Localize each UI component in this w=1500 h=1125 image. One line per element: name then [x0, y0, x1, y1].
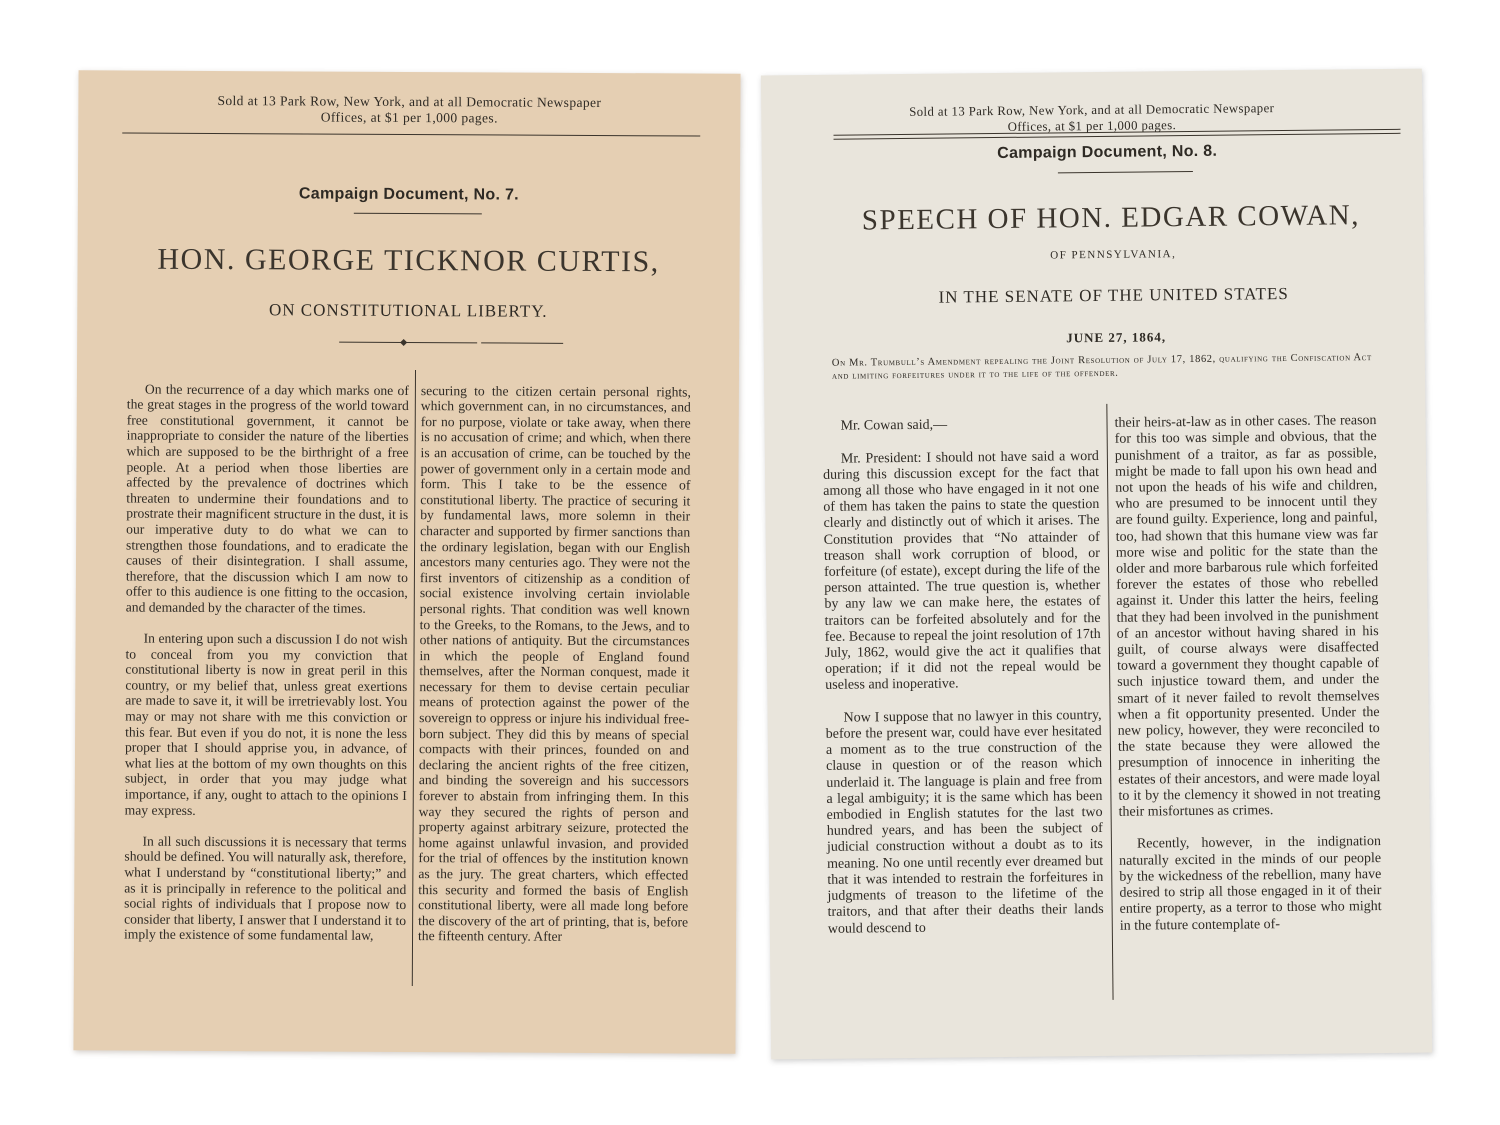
sold-notice-line-1: Sold at 13 Park Row, New York, and at all Democratic Newspaper	[217, 93, 602, 111]
paragraph: Mr. President: I should not have said a word during this discussion except for the fact that among all those who have engaged in it not one of them has taken the pains to state the question clearly and distinctly out of which it arises. The Constitution provides that “No attainder of treason shall work corruption of blood, or forfeiture (of estate), except during the life of the person attainted. The true question is, whether by any law we can make here, the estates of traitors can be forfeited absolutely and for the fee. Because to repeal the joint resolution of 17th July, 1862, would give the act it qualifies that operation; if it did not the repeal would be useless and inoperative.	[822, 448, 1102, 694]
speech-date: JUNE 27, 1864,	[1066, 329, 1167, 346]
senate-line: IN THE SENATE OF THE UNITED STATES	[938, 283, 1289, 307]
divider-rule-left	[339, 342, 477, 344]
speaker-intro: Mr. Cowan said,—	[840, 417, 948, 434]
short-rule	[354, 213, 482, 215]
speech-title: SPEECH OF HON. EDGAR COWAN,	[861, 199, 1361, 237]
column-divider	[412, 370, 416, 986]
state-line: OF PENNSYLVANIA,	[1050, 248, 1177, 262]
paragraph: Recently, however, in the indignation naturally excited in the minds of our people by the wickedness of the rebellion, many have desired to strip all those engaged in it of their entire property, as a terror to those who might in the future contemplate of-	[1119, 834, 1382, 934]
paragraph: securing to the citizen certain personal rights, which government can, in no circumstances, and for no purpose, violate or take away, when there is no accusation of crime; and which, when there is an accusation of crime, can be touched by the power of government only in a certain mode and form. This I take to be the essence of constitutional liberty. The practice of securing it by fundamental laws, more solemn in their character and supported by firmer sanctions than the ordinary legislation, began with our English ancestors many centuries ago. They were not the first inventors of citizenship as a condition of social existence involving certain inviolable personal rights. That condition was well known to the Greeks, to the Romans, to the Jews, and to other nations of antiquity. But the circumstances in which the people of England found themselves, after the Norman conquest, made it necessary for them to devise certain peculiar means of protection against the power of the sovereign to oppress or injure his individual free-born subject. They did this by means of special compacts with their princes, founded on and declaring the ancient rights of the free citizen, and binding the sovereign and his successors forever to abstain from infringing them. In this way they secured the rights of person and property against arbitrary seizure, protected the home against unlawful invasion, and provided for the trial of offences by the institution known as the jury. The great charters, which effected this security and formed the basis of English constitutional liberty, were all made long before the discovery of the art of printing, that is, before the fifteenth century. After	[418, 382, 691, 945]
campaign-document-number: Campaign Document, No. 7.	[298, 185, 519, 204]
sold-notice-line-2: Offices, at $1 per 1,000 pages.	[320, 109, 498, 126]
paragraph: In all such discussions it is necessary that terms should be defined. You will naturally ask, therefore, what I understand by “constitutional liberty;” and as it is principally in reference to the political and social rights of individuals that I propose now to consider that liberty, I answer that I understand it to imply the existence of some fundamental law,	[124, 833, 407, 944]
sold-notice-line-2: Offices, at $1 per 1,000 pages.	[1007, 118, 1177, 134]
text-column-2	[418, 367, 691, 961]
ornament-diamond	[400, 339, 407, 346]
paragraph: On the recurrence of a day which marks one of the great stages in the progress of the world toward free constitutional government, it cannot be inappropriate to consider the nature of the liberties which are supposed to be the birthright of a free people. At a period when those liberties are affected by the prevalence of doctrines which threaten to undermine their foundations and to prostrate their magnificent structure in the dust, it is our imperative duty to do what we can to strengthen those foundations, and to eradicate the causes of their disintegration. I shall assume, therefore, that the discussion which I am now to offer to this audience is one fitting to the occasion, and demanded by the character of the times.	[125, 381, 409, 616]
paragraph: their heirs-at-law as in other cases. The reason for this too was simple and obvious, that the punishment of a traitor, as far as possible, might be made to fall upon his own head and not upon the heads of his wife and children, who are presumed to be innocent until they are found guilty. Experience, long and painful, too, had shown that this humane view was far more wise and politic for the state than the older and more barbarous rule which forfeited forever the estates of those who rebelled against it. Under this latter the heirs, feeling that they had been involved in the punishment of an ancestor without having shared in his guilt, of course always were disaffected toward a government they thought capable of such injustice toward them, and under the smart of it never failed to revolt themselves when a fit opportunity presented. Under the new policy, however, they were reconciled to the state because they were allowed the presumption of innocence in inheriting the estates of their ancestors, and were made loyal to it by the clemency it showed in not treating their misfortunes as crimes.	[1114, 413, 1381, 820]
document-subtitle: ON CONSTITUTIONAL LIBERTY.	[268, 300, 548, 321]
text-column-2	[1114, 397, 1382, 951]
paragraph: Now I suppose that no lawyer in this country, before the present war, could have ever hesitated a moment as to the true construction of the clause in question or of the reason which underlaid it. The language is plain and free from a legal ambiguity; it is the same which has been embodied in English statutes for the last two hundred years, and has been the subject of judicial construction without a doubt as to its meaning. No one until recently ever dreamed but that it was intended to restrain the forfeitures in judgments of treason to the lifetime of the traitors, and that after their deaths their lands would descend to	[825, 707, 1104, 937]
column-divider	[1106, 404, 1113, 1000]
pamphlet-campaign-document-8	[761, 69, 1432, 1060]
amendment-note: On Mr. Trumbull’s Amendment repealing the Joint Resolution of July 17, 1862, qualifying the Confiscation Act and limiting forfeitures under it to the life of the offender.	[831, 352, 1372, 382]
text-column-1	[822, 400, 1104, 954]
header-rule	[122, 133, 700, 137]
text-column-1	[124, 366, 409, 960]
sold-notice-line-1: Sold at 13 Park Row, New York, and at all Democratic Newspaper	[909, 101, 1275, 119]
paragraph: In entering upon such a discussion I do not wish to conceal from you my conviction that constitutional liberty is now in great peril in this country, or my belief that, unless great exertions are made to save it, it will be irretrievably lost. You may or may not share with me this conviction or this fear. But even if you do not, it is none the less proper that I should apprise you, in advance, of what lies at the bottom of my own thoughts on this subject, in order that you may judge what importance, if any, ought to attach to the opinions I may express.	[124, 630, 408, 818]
document-title: HON. GEORGE TICKNOR CURTIS,	[157, 242, 660, 279]
short-rule	[1058, 171, 1193, 173]
sold-notice	[78, 92, 740, 127]
pamphlet-campaign-document-7	[73, 70, 740, 1053]
divider-rule-right	[481, 342, 563, 343]
campaign-document-number: Campaign Document, No. 8.	[997, 142, 1218, 163]
